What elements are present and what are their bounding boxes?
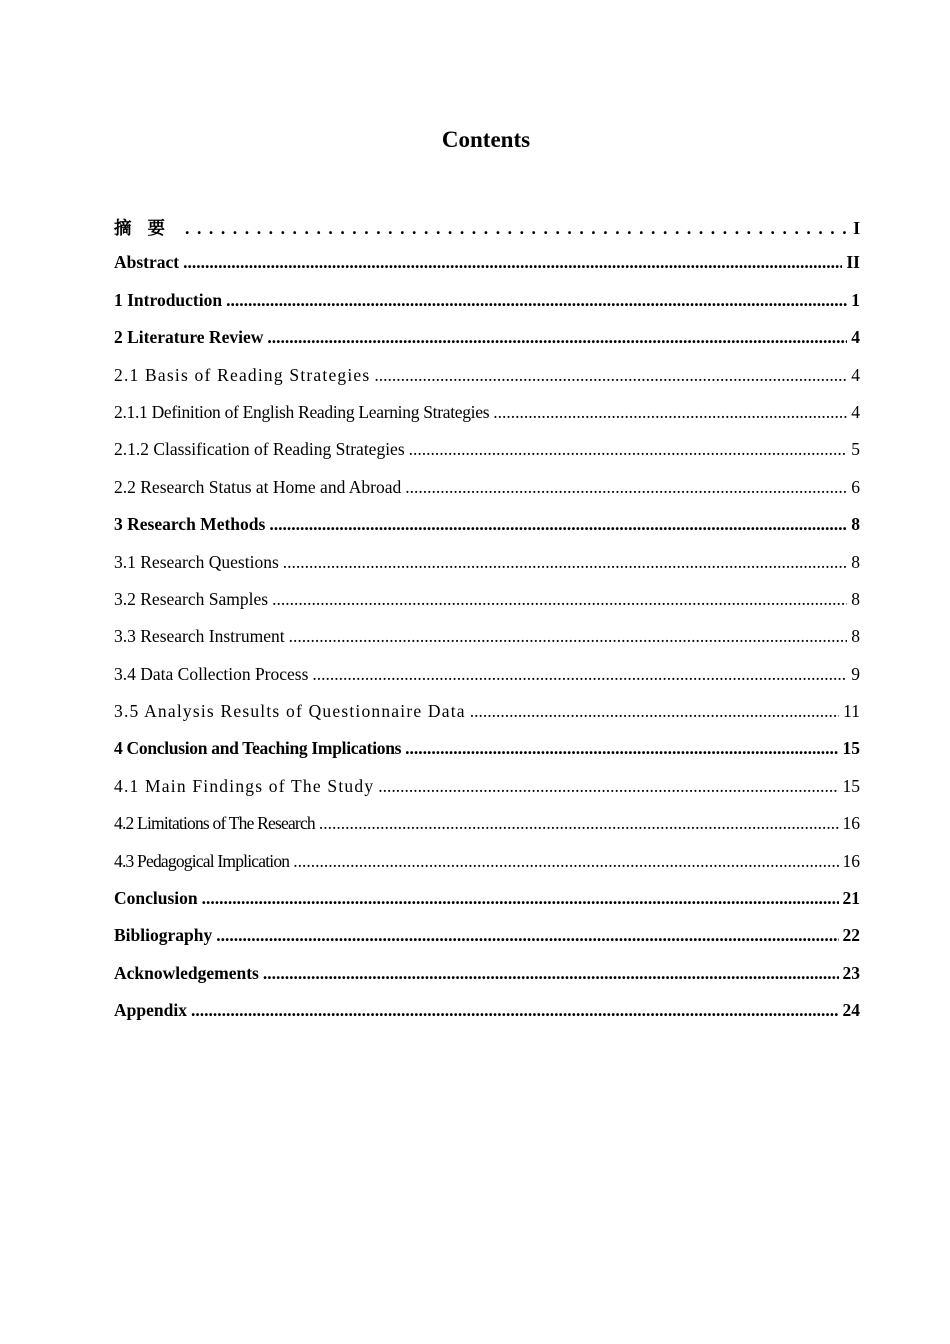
- toc-entry-title: 3.1 Research Questions: [114, 551, 279, 572]
- toc-page-number: 22: [842, 925, 860, 946]
- toc-entry-analysis-results[interactable]: [114, 701, 860, 738]
- toc-entry-pedagogical-implication[interactable]: [114, 851, 860, 888]
- dot-leader: [378, 776, 838, 797]
- dot-leader: [289, 626, 848, 647]
- toc-entry-research-samples[interactable]: [114, 589, 860, 626]
- toc-entry-research-methods[interactable]: [114, 514, 860, 551]
- toc-page-number: 8: [851, 626, 860, 647]
- page-title: Contents: [441, 127, 531, 152]
- dot-leader: [374, 365, 847, 386]
- toc-page-number: 8: [851, 551, 860, 572]
- dot-leader: [267, 327, 847, 348]
- toc-entry-title: Conclusion: [114, 888, 198, 909]
- toc-entry-title: Appendix: [114, 1000, 187, 1021]
- dot-leader: [191, 1000, 839, 1021]
- toc-entry-title: 4.3 Pedagogical Implication: [114, 850, 290, 871]
- toc-entry-basis-reading-strategies[interactable]: [114, 365, 860, 402]
- toc-entry-research-questions[interactable]: [114, 552, 860, 589]
- toc-entry-title: 3 Research Methods: [114, 514, 266, 535]
- toc-page-number: 8: [851, 588, 860, 609]
- toc-entry-title: 2.1.1 Definition of English Reading Learning Strategies: [114, 401, 490, 422]
- dot-leader: [272, 589, 847, 610]
- toc-entry-abstract[interactable]: [114, 252, 860, 289]
- toc-entry-research-instrument[interactable]: [114, 626, 860, 663]
- toc-page-number: 15: [842, 738, 860, 759]
- toc-page-number: 11: [843, 701, 860, 722]
- toc-entry-classification-strategies[interactable]: [114, 439, 860, 476]
- dot-leader: [405, 477, 847, 498]
- table-of-contents: [114, 215, 860, 1038]
- toc-entry-title: 2 Literature Review: [114, 327, 264, 348]
- toc-entry-title: 2.1.2 Classification of Reading Strategies: [114, 439, 405, 460]
- dot-leader: [312, 664, 847, 685]
- toc-page-number: 16: [842, 850, 860, 871]
- toc-page-number: 1: [851, 289, 860, 310]
- toc-entry-title: 摘要: [114, 218, 181, 238]
- toc-page-number: 8: [851, 514, 860, 535]
- toc-page-number: 15: [842, 775, 860, 796]
- toc-entry-conclusion-implications[interactable]: [114, 738, 860, 775]
- dot-leader: [405, 738, 838, 759]
- toc-entry-literature-review[interactable]: [114, 327, 860, 364]
- dot-leader: [293, 851, 838, 872]
- dot-leader: [216, 925, 838, 946]
- toc-entry-bibliography[interactable]: [114, 925, 860, 962]
- dot-leader: [409, 439, 848, 460]
- toc-page-number: 16: [842, 813, 860, 834]
- toc-entry-title: Abstract: [114, 252, 180, 273]
- toc-page-number: 4: [851, 327, 860, 348]
- dot-leader: [493, 402, 847, 423]
- dot-leader: [185, 218, 849, 239]
- toc-entry-definition-strategies[interactable]: [114, 402, 860, 439]
- toc-entry-introduction[interactable]: [114, 290, 860, 327]
- toc-entry-title: 2.2 Research Status at Home and Abroad: [114, 476, 402, 497]
- toc-page-number: 24: [842, 1000, 860, 1021]
- toc-entry-research-status[interactable]: [114, 477, 860, 514]
- toc-page-number: 4: [851, 401, 860, 422]
- toc-entry-title: 3.3 Research Instrument: [114, 626, 285, 647]
- dot-leader: [470, 701, 839, 722]
- dot-leader: [283, 552, 847, 573]
- toc-entry-limitations[interactable]: [114, 813, 860, 850]
- toc-entry-title: 3.4 Data Collection Process: [114, 663, 309, 684]
- toc-page-number: 23: [842, 962, 860, 983]
- toc-page-number: I: [853, 218, 860, 238]
- toc-entry-abstract-chinese[interactable]: [114, 215, 860, 252]
- toc-entry-main-findings[interactable]: [114, 776, 860, 813]
- dot-leader: [226, 290, 847, 311]
- toc-page-number: II: [846, 252, 860, 273]
- toc-entry-title: 1 Introduction: [114, 289, 223, 310]
- dot-leader: [202, 888, 839, 909]
- toc-entry-data-collection[interactable]: [114, 664, 860, 701]
- toc-page-number: 21: [842, 888, 860, 909]
- toc-entry-title: 3.2 Research Samples: [114, 588, 269, 609]
- toc-entry-conclusion[interactable]: [114, 888, 860, 925]
- toc-page-number: 6: [851, 476, 860, 497]
- toc-entry-title: 2.1 Basis of Reading Strategies: [114, 364, 371, 385]
- toc-page-number: 9: [851, 663, 860, 684]
- dot-leader: [263, 963, 839, 984]
- toc-entry-title: 4.2 Limitations of The Research: [114, 813, 315, 834]
- dot-leader: [319, 813, 839, 834]
- toc-entry-title: Acknowledgements: [114, 962, 259, 983]
- toc-page-number: 4: [851, 364, 860, 385]
- toc-entry-title: 4 Conclusion and Teaching Implications: [114, 738, 402, 759]
- toc-entry-appendix[interactable]: [114, 1000, 860, 1037]
- toc-entry-acknowledgements[interactable]: [114, 963, 860, 1000]
- dot-leader: [269, 514, 847, 535]
- toc-entry-title: 3.5 Analysis Results of Questionnaire Data: [114, 701, 466, 722]
- dot-leader: [183, 252, 842, 273]
- toc-entry-title: Bibliography: [114, 925, 213, 946]
- toc-entry-title: 4.1 Main Findings of The Study: [114, 775, 375, 796]
- toc-page-number: 5: [851, 439, 860, 460]
